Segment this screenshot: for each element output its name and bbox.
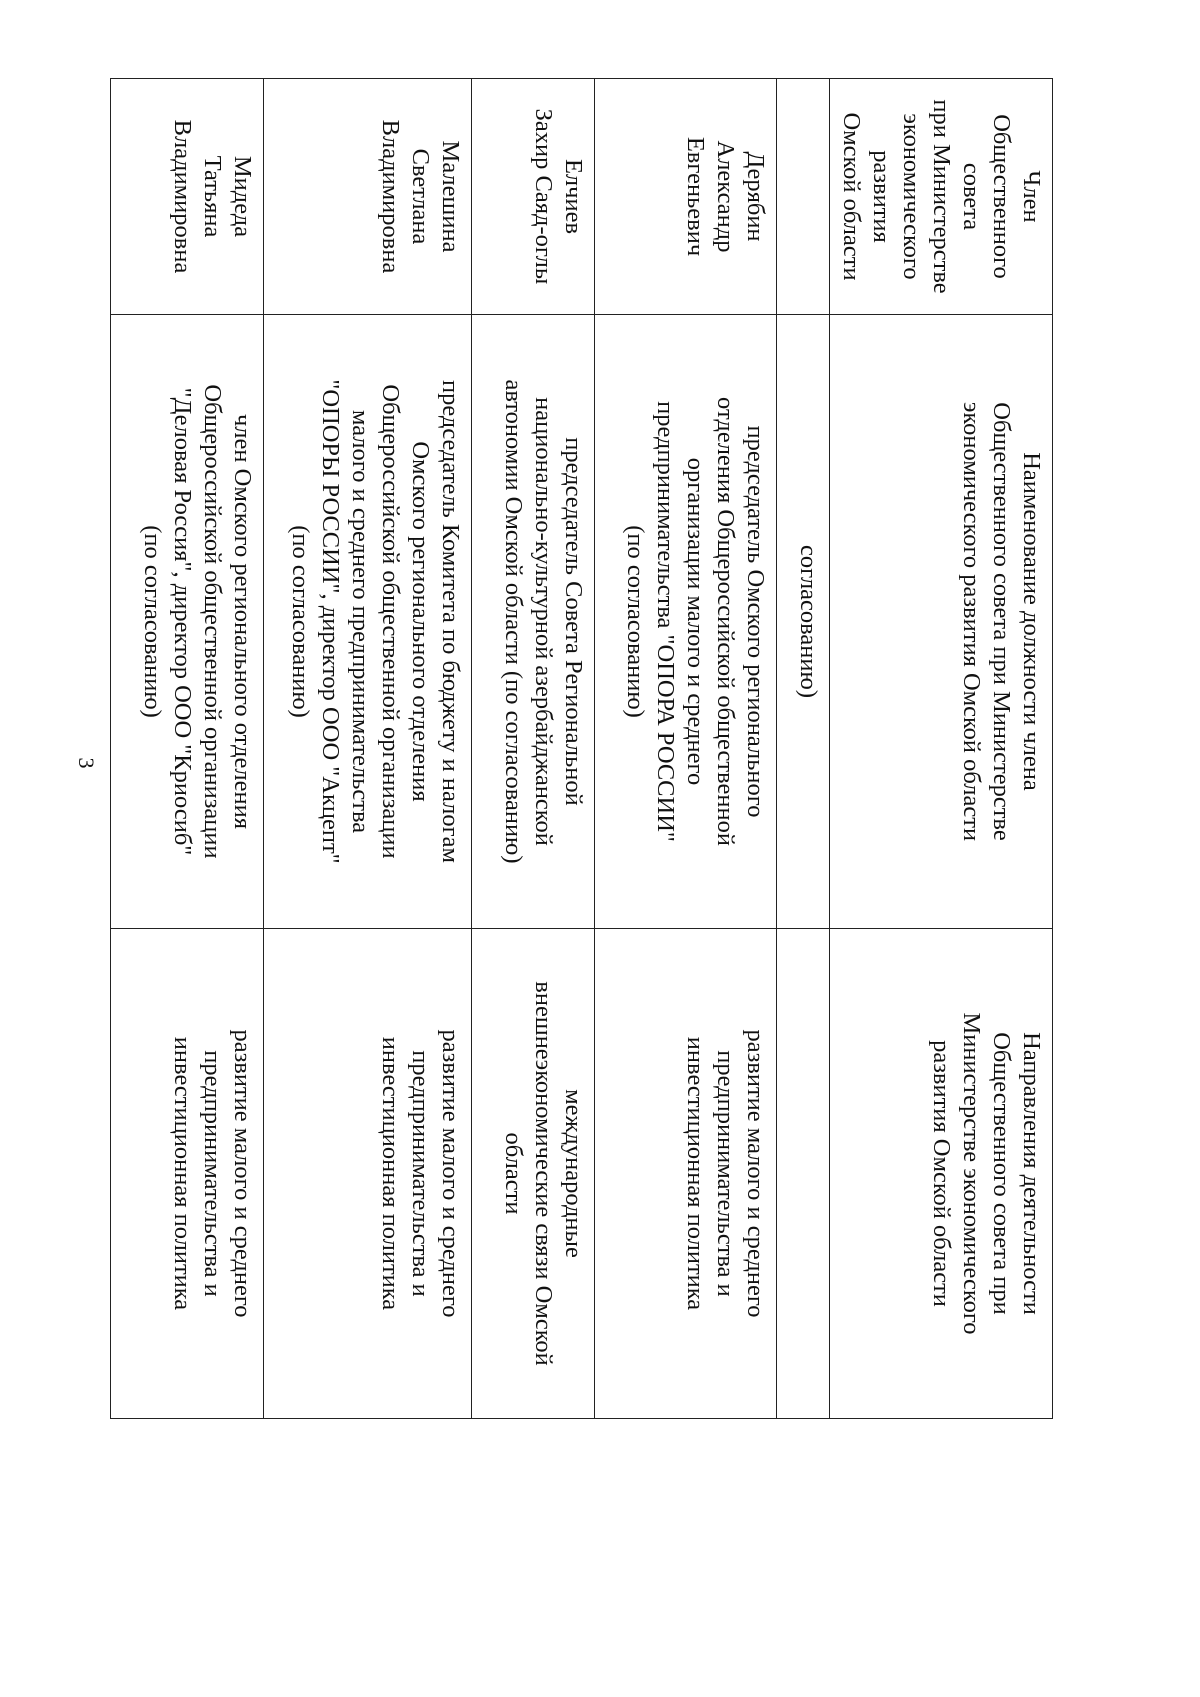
table-row (264, 79, 472, 1419)
member-cell: Малешина Светлана Владимировна (264, 79, 472, 315)
header-member: Член Общественного совета при Министерстве экономического развития Омской области (830, 79, 1053, 315)
position-cell: председатель Комитета по бюджету и налогам Омского регионального отделения Общероссийской общественной организации малого и среднего предпринимательства "ОПОРЫ РОССИИ", директор ООО "Акцепт" (по согласованию) (264, 315, 472, 929)
direction-cell (777, 929, 830, 1419)
members-table (110, 78, 1053, 1419)
member-cell: Мидеда Татьяна Владимировна (111, 79, 264, 315)
direction-cell: международные внешнеэкономические связи Омской области (472, 929, 595, 1419)
direction-cell: развитие малого и среднего предпринимательства и инвестиционная политика (595, 929, 777, 1419)
table-row (777, 79, 830, 1419)
position-cell: член Омского регионального отделения Общероссийской общественной организации "Деловая Россия", директор ООО "Криосиб" (по согласованию) (111, 315, 264, 929)
position-cell: председатель Омского регионального отделения Общероссийской общественной организации малого и среднего предпринимательства "ОПОРА РОССИИ" (по согласованию) (595, 315, 777, 929)
position-cell: председатель Совета Региональной национально-культурной азербайджанской автономии Омской области (по согласованию) (472, 315, 595, 929)
table-row (111, 79, 264, 1419)
members-table-container (139, 78, 1053, 1418)
direction-cell: развитие малого и среднего предпринимательства и инвестиционная политика (264, 929, 472, 1419)
member-cell (777, 79, 830, 315)
table-row (595, 79, 777, 1419)
position-cell: согласованию) (777, 315, 830, 929)
header-direction: Направления деятельности Общественного совета при Министерстве экономического развития Омской области (830, 929, 1053, 1419)
table-row (472, 79, 595, 1419)
header-position: Наименование должности члена Общественного совета при Министерстве экономического развития Омской области (830, 315, 1053, 929)
table-header-row (830, 79, 1053, 1419)
member-cell: Елчиев Захир Саяд-оглы (472, 79, 595, 315)
direction-cell: развитие малого и среднего предпринимательства и инвестиционная политика (111, 929, 264, 1419)
page-number: 3 (74, 757, 99, 769)
member-cell: Дерябин Александр Евгеньевич (595, 79, 777, 315)
